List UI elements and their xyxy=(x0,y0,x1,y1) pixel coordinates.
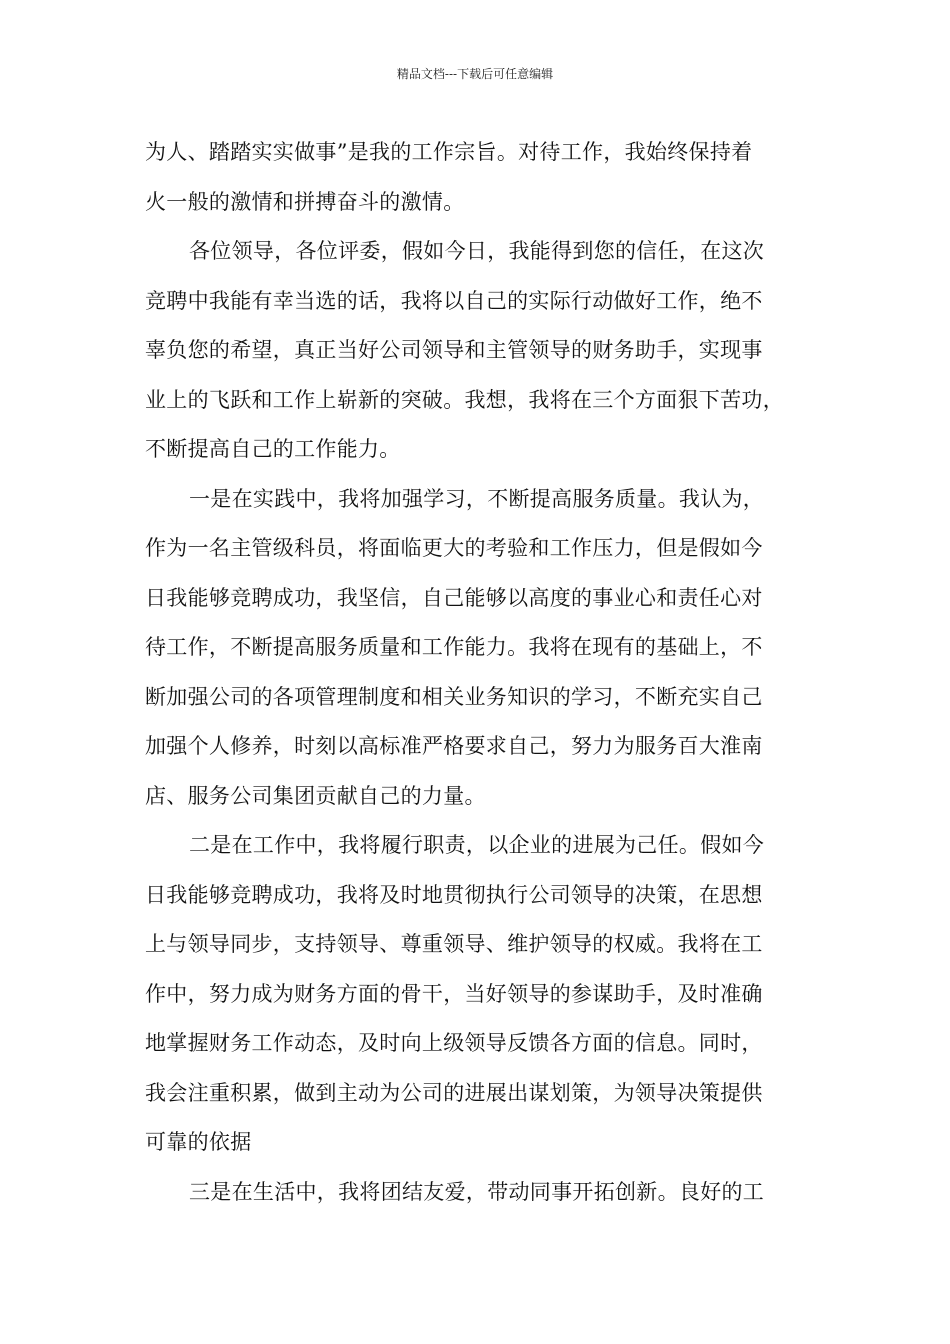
text-line: 我会注重积累，做到主动为公司的进展出谋划策，为领导决策提供 xyxy=(145,1080,763,1105)
text-line: 业上的飞跃和工作上崭新的突破。我想，我将在三个方面狠下苦功， xyxy=(145,387,784,412)
text-line: 作中，努力成为财务方面的骨干，当好领导的参谋助手，及时准确 xyxy=(145,981,763,1006)
paragraph-first-line: 二是在工作中，我将履行职责，以企业的进展为己任。假如今 xyxy=(189,833,765,857)
text-line: 店、服务公司集团贡献自己的力量。 xyxy=(145,783,486,808)
paragraph-first-line: 三是在生活中，我将团结友爱，带动同事开拓创新。良好的工 xyxy=(189,1179,765,1204)
text-line: 可靠的依据 xyxy=(145,1130,252,1154)
text-line: 日我能够竞聘成功，我坚信，自己能够以高度的事业心和责任心对 xyxy=(145,585,763,610)
text-line: 火一般的激情和拼搏奋斗的激情。 xyxy=(145,189,465,214)
text-line: 辜负您的希望，真正当好公司领导和主管领导的财务助手，实现事 xyxy=(145,338,763,362)
text-line: 作为一名主管级科员，将面临更大的考验和工作压力，但是假如今 xyxy=(145,536,763,560)
text-line: 日我能够竞聘成功，我将及时地贯彻执行公司领导的决策，在思想 xyxy=(145,882,763,907)
text-line: 待工作，不断提高服务质量和工作能力。我将在现有的基础上，不 xyxy=(145,635,763,659)
text-line: 地掌握财务工作动态，及时向上级领导反馈各方面的信息。同时， xyxy=(145,1031,763,1055)
text-line: 加强个人修养，时刻以高标准严格要求自己，努力为服务百大淮南 xyxy=(145,734,763,758)
text-line: 断加强公司的各项管理制度和相关业务知识的学习，不断充实自己 xyxy=(145,684,763,709)
paragraph-first-line: 各位领导，各位评委，假如今日，我能得到您的信任，在这次 xyxy=(189,239,765,263)
paragraph-first-line: 一是在实践中，我将加强学习，不断提高服务质量。我认为， xyxy=(189,486,765,511)
text-line: 上与领导同步，支持领导、尊重领导、维护领导的权威。我将在工 xyxy=(145,932,763,956)
text-line: 为人、踏踏实实做事”是我的工作宗旨。对待工作，我始终保持着 xyxy=(145,140,753,164)
document-body xyxy=(145,131,825,1220)
text-line: 竞聘中我能有幸当选的话，我将以自己的实际行动做好工作，绝不 xyxy=(145,288,763,313)
page-header: 精品文档---下载后可任意编辑 xyxy=(396,67,554,81)
text-line: 不断提高自己的工作能力。 xyxy=(145,437,401,461)
